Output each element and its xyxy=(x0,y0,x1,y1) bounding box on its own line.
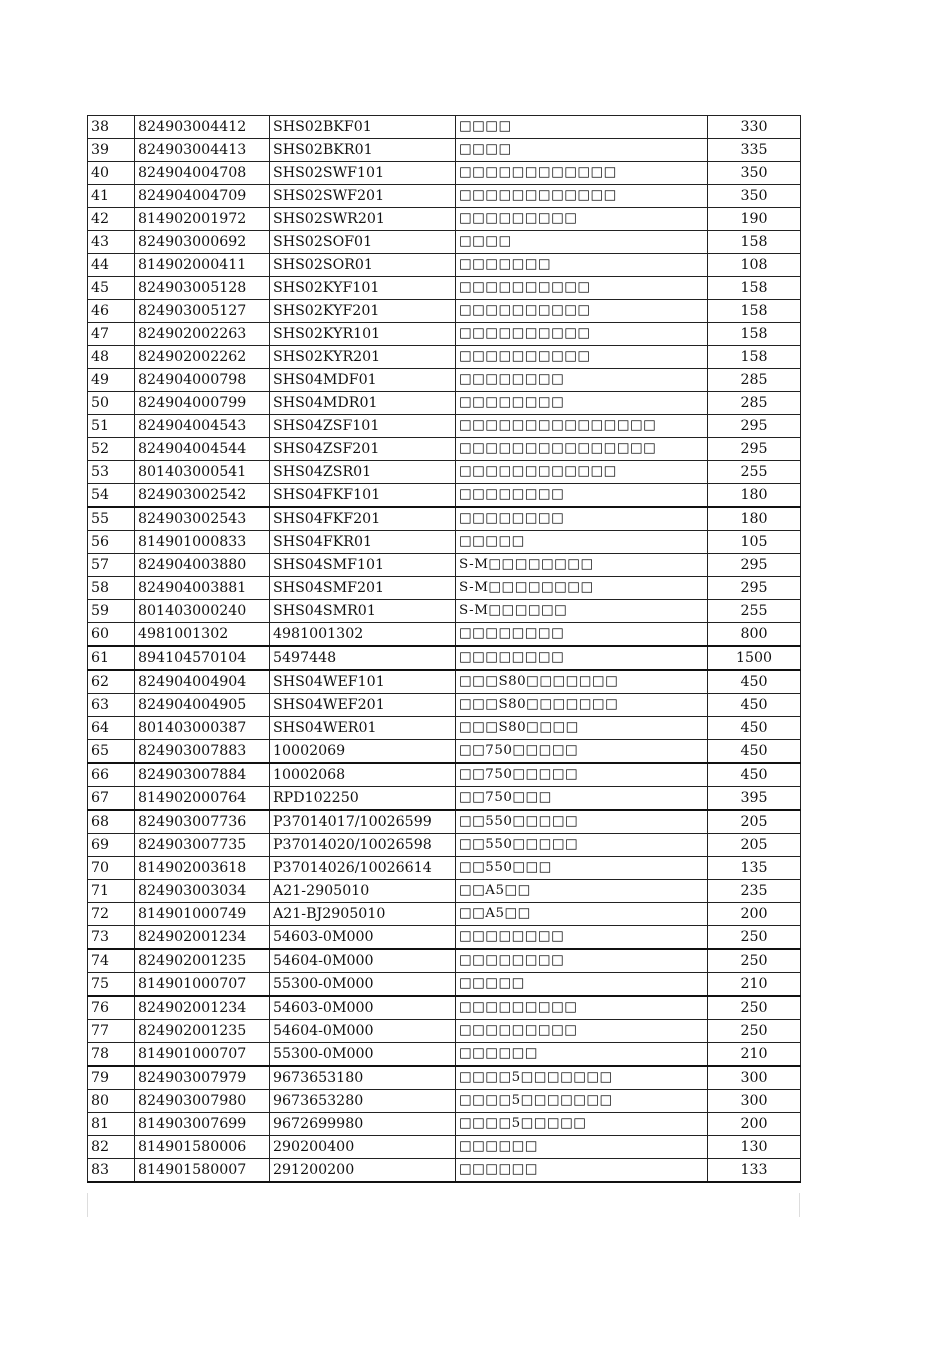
gridline xyxy=(799,1193,800,1217)
description-cell[interactable]: □□□S80□□□□□□□ xyxy=(456,694,708,717)
price-cell[interactable]: 108 xyxy=(708,254,801,277)
model-cell[interactable]: SHS02KYF101 xyxy=(270,277,456,300)
model-cell[interactable]: SHS02KYR101 xyxy=(270,323,456,346)
description-cell[interactable]: □□□□□□□□□□□□□□□ xyxy=(456,415,708,438)
model-cell[interactable]: 54603-0M000 xyxy=(270,996,456,1020)
part-code-cell[interactable]: 824903007736 xyxy=(135,810,270,834)
model-cell[interactable]: 290200400 xyxy=(270,1136,456,1159)
part-code-cell[interactable]: 824902001234 xyxy=(135,926,270,950)
table-row xyxy=(88,438,801,461)
model-cell[interactable]: SHS02BKR01 xyxy=(270,139,456,162)
description-cell[interactable]: □□A5□□ xyxy=(456,880,708,903)
row-number-cell[interactable]: 45 xyxy=(88,277,135,300)
price-cell[interactable]: 395 xyxy=(708,787,801,811)
table-body xyxy=(88,116,801,1183)
part-code-cell[interactable]: 824903002542 xyxy=(135,484,270,508)
description-cell[interactable]: □□□□□□□□□□□□ xyxy=(456,162,708,185)
price-cell[interactable]: 210 xyxy=(708,973,801,997)
table-row xyxy=(88,1066,801,1090)
row-number-cell[interactable]: 42 xyxy=(88,208,135,231)
price-cell[interactable]: 450 xyxy=(708,763,801,787)
part-code-cell[interactable]: 894104570104 xyxy=(135,646,270,670)
row-number-cell[interactable]: 50 xyxy=(88,392,135,415)
model-cell[interactable]: 54603-0M000 xyxy=(270,926,456,950)
table-row xyxy=(88,531,801,554)
price-cell[interactable]: 180 xyxy=(708,484,801,508)
price-cell[interactable]: 285 xyxy=(708,369,801,392)
table-row xyxy=(88,1020,801,1043)
description-cell[interactable]: □□□□□□□□□ xyxy=(456,208,708,231)
model-cell[interactable]: SHS02KYR201 xyxy=(270,346,456,369)
description-cell[interactable]: □□550□□□ xyxy=(456,857,708,880)
model-cell[interactable]: 9672699980 xyxy=(270,1113,456,1136)
price-cell[interactable]: 300 xyxy=(708,1066,801,1090)
price-cell[interactable]: 158 xyxy=(708,277,801,300)
table-row xyxy=(88,139,801,162)
row-number-cell[interactable]: 54 xyxy=(88,484,135,508)
table-row xyxy=(88,717,801,740)
row-number-cell[interactable]: 75 xyxy=(88,973,135,997)
table-row xyxy=(88,1090,801,1113)
model-cell[interactable]: SHS04SMF201 xyxy=(270,577,456,600)
model-cell[interactable]: 54604-0M000 xyxy=(270,949,456,973)
table-row xyxy=(88,300,801,323)
row-number-cell[interactable]: 70 xyxy=(88,857,135,880)
model-cell[interactable]: SHS04ZSR01 xyxy=(270,461,456,484)
row-number-cell[interactable]: 73 xyxy=(88,926,135,950)
price-cell[interactable]: 255 xyxy=(708,600,801,623)
part-code-cell[interactable]: 824903004413 xyxy=(135,139,270,162)
price-cell[interactable]: 180 xyxy=(708,507,801,531)
price-cell[interactable]: 255 xyxy=(708,461,801,484)
model-cell[interactable]: SHS02KYF201 xyxy=(270,300,456,323)
part-code-cell[interactable]: 824903007980 xyxy=(135,1090,270,1113)
row-number-cell[interactable]: 67 xyxy=(88,787,135,811)
model-cell[interactable]: SHS04WER01 xyxy=(270,717,456,740)
table-row xyxy=(88,810,801,834)
part-code-cell[interactable]: 814902003618 xyxy=(135,857,270,880)
description-cell[interactable]: □□□S80□□□□□□□ xyxy=(456,670,708,694)
model-cell[interactable]: P37014026/10026614 xyxy=(270,857,456,880)
model-cell[interactable]: SHS02SOF01 xyxy=(270,231,456,254)
model-cell[interactable]: 54604-0M000 xyxy=(270,1020,456,1043)
price-cell[interactable]: 190 xyxy=(708,208,801,231)
row-number-cell[interactable]: 48 xyxy=(88,346,135,369)
price-cell[interactable]: 295 xyxy=(708,577,801,600)
row-number-cell[interactable]: 46 xyxy=(88,300,135,323)
part-code-cell[interactable]: 814901000707 xyxy=(135,973,270,997)
model-cell[interactable]: 9673653180 xyxy=(270,1066,456,1090)
description-cell[interactable]: □□550□□□□□ xyxy=(456,834,708,857)
row-number-cell[interactable]: 76 xyxy=(88,996,135,1020)
description-cell[interactable]: □□□□□□□□ xyxy=(456,623,708,647)
table-row xyxy=(88,857,801,880)
description-cell[interactable]: □□□□□□□□□□ xyxy=(456,300,708,323)
spreadsheet-area xyxy=(87,115,800,1183)
table-row xyxy=(88,554,801,577)
part-code-cell[interactable]: 824904004708 xyxy=(135,162,270,185)
table-row xyxy=(88,740,801,764)
description-cell[interactable]: S-M□□□□□□□□ xyxy=(456,554,708,577)
part-code-cell[interactable]: 814902001972 xyxy=(135,208,270,231)
price-cell[interactable]: 105 xyxy=(708,531,801,554)
model-cell[interactable]: SHS04MDR01 xyxy=(270,392,456,415)
table-row xyxy=(88,1159,801,1183)
price-cell[interactable]: 250 xyxy=(708,926,801,950)
part-code-cell[interactable]: 824903007979 xyxy=(135,1066,270,1090)
description-cell[interactable]: □□□□□□□□□□□□ xyxy=(456,185,708,208)
price-cell[interactable]: 250 xyxy=(708,1020,801,1043)
table-row xyxy=(88,323,801,346)
part-code-cell[interactable]: 801403000387 xyxy=(135,717,270,740)
price-cell[interactable]: 205 xyxy=(708,810,801,834)
price-cell[interactable]: 200 xyxy=(708,903,801,926)
model-cell[interactable]: SHS04MDF01 xyxy=(270,369,456,392)
row-number-cell[interactable]: 79 xyxy=(88,1066,135,1090)
row-number-cell[interactable]: 47 xyxy=(88,323,135,346)
gridline xyxy=(87,1193,88,1217)
price-cell[interactable]: 135 xyxy=(708,857,801,880)
price-cell[interactable]: 295 xyxy=(708,415,801,438)
row-number-cell[interactable]: 60 xyxy=(88,623,135,647)
row-number-cell[interactable]: 55 xyxy=(88,507,135,531)
description-cell[interactable]: □□□□5□□□□□□□ xyxy=(456,1090,708,1113)
price-cell[interactable]: 130 xyxy=(708,1136,801,1159)
description-cell[interactable]: □□□□□□□□□□ xyxy=(456,277,708,300)
model-cell[interactable]: SHS04FKF201 xyxy=(270,507,456,531)
description-cell[interactable]: □□□□ xyxy=(456,116,708,139)
table-row xyxy=(88,162,801,185)
table-row xyxy=(88,973,801,997)
description-cell[interactable]: □□750□□□ xyxy=(456,787,708,811)
part-code-cell[interactable]: 824902002262 xyxy=(135,346,270,369)
description-cell[interactable]: □□□□□□□□□□ xyxy=(456,346,708,369)
part-code-cell[interactable]: 814901000749 xyxy=(135,903,270,926)
model-cell[interactable]: 55300-0M000 xyxy=(270,1043,456,1067)
model-cell[interactable]: 10002069 xyxy=(270,740,456,764)
price-cell[interactable]: 158 xyxy=(708,346,801,369)
model-cell[interactable]: 9673653280 xyxy=(270,1090,456,1113)
description-cell[interactable]: □□□□□□□□□ xyxy=(456,1020,708,1043)
part-code-cell[interactable]: 824903004412 xyxy=(135,116,270,139)
part-code-cell[interactable]: 801403000541 xyxy=(135,461,270,484)
row-number-cell[interactable]: 69 xyxy=(88,834,135,857)
row-number-cell[interactable]: 57 xyxy=(88,554,135,577)
description-cell[interactable]: □□□□□□□□□□□□□□□ xyxy=(456,438,708,461)
table-row xyxy=(88,1113,801,1136)
part-code-cell[interactable]: 824904004905 xyxy=(135,694,270,717)
part-code-cell[interactable]: 814901000833 xyxy=(135,531,270,554)
model-cell[interactable]: A21-2905010 xyxy=(270,880,456,903)
table-row xyxy=(88,880,801,903)
part-code-cell[interactable]: 824904003881 xyxy=(135,577,270,600)
description-cell[interactable]: □□□□□□□□□□□□ xyxy=(456,461,708,484)
description-cell[interactable]: □□□□5□□□□□ xyxy=(456,1113,708,1136)
description-cell[interactable]: □□□□□ xyxy=(456,973,708,997)
part-code-cell[interactable]: 824904003880 xyxy=(135,554,270,577)
price-cell[interactable]: 450 xyxy=(708,694,801,717)
row-number-cell[interactable]: 63 xyxy=(88,694,135,717)
model-cell[interactable]: 55300-0M000 xyxy=(270,973,456,997)
price-cell[interactable]: 800 xyxy=(708,623,801,647)
part-code-cell[interactable]: 824903005127 xyxy=(135,300,270,323)
table-row xyxy=(88,231,801,254)
part-code-cell[interactable]: 824904000799 xyxy=(135,392,270,415)
part-code-cell[interactable]: 824904004544 xyxy=(135,438,270,461)
description-cell[interactable]: S-M□□□□□□□□ xyxy=(456,577,708,600)
table-row xyxy=(88,346,801,369)
table-row xyxy=(88,277,801,300)
price-cell[interactable]: 210 xyxy=(708,1043,801,1067)
part-code-cell[interactable]: 814901580007 xyxy=(135,1159,270,1183)
price-cell[interactable]: 235 xyxy=(708,880,801,903)
price-cell[interactable]: 300 xyxy=(708,1090,801,1113)
model-cell[interactable]: A21-BJ2905010 xyxy=(270,903,456,926)
row-number-cell[interactable]: 80 xyxy=(88,1090,135,1113)
row-number-cell[interactable]: 59 xyxy=(88,600,135,623)
model-cell[interactable]: 291200200 xyxy=(270,1159,456,1183)
model-cell[interactable]: P37014017/10026599 xyxy=(270,810,456,834)
model-cell[interactable]: RPD102250 xyxy=(270,787,456,811)
row-number-cell[interactable]: 72 xyxy=(88,903,135,926)
part-code-cell[interactable]: 824904004904 xyxy=(135,670,270,694)
row-number-cell[interactable]: 81 xyxy=(88,1113,135,1136)
part-code-cell[interactable]: 824904000798 xyxy=(135,369,270,392)
part-code-cell[interactable]: 824902001235 xyxy=(135,949,270,973)
part-code-cell[interactable]: 814901000707 xyxy=(135,1043,270,1067)
row-number-cell[interactable]: 51 xyxy=(88,415,135,438)
description-cell[interactable]: □□□□□ xyxy=(456,531,708,554)
part-code-cell[interactable]: 824903007884 xyxy=(135,763,270,787)
description-cell[interactable]: □□□□□□□□ xyxy=(456,949,708,973)
table-row xyxy=(88,116,801,139)
part-code-cell[interactable]: 814902000411 xyxy=(135,254,270,277)
description-cell[interactable]: □□□□□□□ xyxy=(456,254,708,277)
description-cell[interactable]: □□□□□□□□ xyxy=(456,507,708,531)
description-cell[interactable]: □□□□5□□□□□□□ xyxy=(456,1066,708,1090)
row-number-cell[interactable]: 49 xyxy=(88,369,135,392)
price-cell[interactable]: 450 xyxy=(708,717,801,740)
price-cell[interactable]: 158 xyxy=(708,300,801,323)
description-cell[interactable]: □□□□□□□□ xyxy=(456,484,708,508)
row-number-cell[interactable]: 65 xyxy=(88,740,135,764)
price-cell[interactable]: 200 xyxy=(708,1113,801,1136)
part-code-cell[interactable]: 824903007735 xyxy=(135,834,270,857)
description-cell[interactable]: □□□□□□ xyxy=(456,1136,708,1159)
table-row xyxy=(88,926,801,950)
row-number-cell[interactable]: 39 xyxy=(88,139,135,162)
part-code-cell[interactable]: 814902000764 xyxy=(135,787,270,811)
model-cell[interactable]: SHS04WEF201 xyxy=(270,694,456,717)
description-cell[interactable]: □□□□□□□□□ xyxy=(456,996,708,1020)
part-code-cell[interactable]: 4981001302 xyxy=(135,623,270,647)
model-cell[interactable]: SHS02SWF101 xyxy=(270,162,456,185)
part-code-cell[interactable]: 824903005128 xyxy=(135,277,270,300)
table-row xyxy=(88,1136,801,1159)
price-cell[interactable]: 335 xyxy=(708,139,801,162)
row-number-cell[interactable]: 38 xyxy=(88,116,135,139)
table-row xyxy=(88,694,801,717)
price-cell[interactable]: 205 xyxy=(708,834,801,857)
description-cell[interactable]: □□A5□□ xyxy=(456,903,708,926)
price-cell[interactable]: 350 xyxy=(708,185,801,208)
description-cell[interactable]: □□550□□□□□ xyxy=(456,810,708,834)
description-cell[interactable]: □□□□□□ xyxy=(456,1043,708,1067)
row-number-cell[interactable]: 40 xyxy=(88,162,135,185)
table-row xyxy=(88,461,801,484)
model-cell[interactable]: SHS02SWR201 xyxy=(270,208,456,231)
table-row xyxy=(88,949,801,973)
row-number-cell[interactable]: 52 xyxy=(88,438,135,461)
description-cell[interactable]: □□□□□□□□ xyxy=(456,392,708,415)
row-number-cell[interactable]: 83 xyxy=(88,1159,135,1183)
table-row xyxy=(88,577,801,600)
price-cell[interactable]: 250 xyxy=(708,949,801,973)
row-number-cell[interactable]: 71 xyxy=(88,880,135,903)
row-number-cell[interactable]: 77 xyxy=(88,1020,135,1043)
model-cell[interactable]: SHS04FKR01 xyxy=(270,531,456,554)
table-row xyxy=(88,484,801,508)
price-cell[interactable]: 158 xyxy=(708,231,801,254)
price-cell[interactable]: 295 xyxy=(708,438,801,461)
part-code-cell[interactable]: 814901580006 xyxy=(135,1136,270,1159)
table-row xyxy=(88,600,801,623)
table-row xyxy=(88,996,801,1020)
price-cell[interactable]: 350 xyxy=(708,162,801,185)
row-number-cell[interactable]: 44 xyxy=(88,254,135,277)
table-row xyxy=(88,392,801,415)
table-row xyxy=(88,623,801,647)
part-code-cell[interactable]: 814903007699 xyxy=(135,1113,270,1136)
table-row xyxy=(88,369,801,392)
row-number-cell[interactable]: 61 xyxy=(88,646,135,670)
description-cell[interactable]: □□□□□□□□ xyxy=(456,646,708,670)
row-number-cell[interactable]: 56 xyxy=(88,531,135,554)
model-cell[interactable]: SHS04SMF101 xyxy=(270,554,456,577)
row-number-cell[interactable]: 74 xyxy=(88,949,135,973)
description-cell[interactable]: □□□□□□□□ xyxy=(456,369,708,392)
table-row xyxy=(88,415,801,438)
part-code-cell[interactable]: 824902001234 xyxy=(135,996,270,1020)
model-cell[interactable]: SHS04SMR01 xyxy=(270,600,456,623)
table-row xyxy=(88,1043,801,1067)
table-row xyxy=(88,763,801,787)
description-cell[interactable]: □□750□□□□□ xyxy=(456,763,708,787)
table-row xyxy=(88,254,801,277)
model-cell[interactable]: SHS02SOR01 xyxy=(270,254,456,277)
model-cell[interactable]: SHS02SWF201 xyxy=(270,185,456,208)
price-cell[interactable]: 330 xyxy=(708,116,801,139)
description-cell[interactable]: □□□S80□□□□ xyxy=(456,717,708,740)
table-row xyxy=(88,185,801,208)
part-code-cell[interactable]: 824903000692 xyxy=(135,231,270,254)
description-cell[interactable]: □□□□□□□□ xyxy=(456,926,708,950)
table-row xyxy=(88,208,801,231)
part-code-cell[interactable]: 824904004709 xyxy=(135,185,270,208)
model-cell[interactable]: SHS04WEF101 xyxy=(270,670,456,694)
row-number-cell[interactable]: 41 xyxy=(88,185,135,208)
part-code-cell[interactable]: 824903002543 xyxy=(135,507,270,531)
price-cell[interactable]: 295 xyxy=(708,554,801,577)
part-code-cell[interactable]: 824903007883 xyxy=(135,740,270,764)
row-number-cell[interactable]: 68 xyxy=(88,810,135,834)
description-cell[interactable]: □□□□ xyxy=(456,139,708,162)
model-cell[interactable]: SHS04ZSF101 xyxy=(270,415,456,438)
row-number-cell[interactable]: 82 xyxy=(88,1136,135,1159)
model-cell[interactable]: SHS04ZSF201 xyxy=(270,438,456,461)
model-cell[interactable]: SHS04FKF101 xyxy=(270,484,456,508)
price-cell[interactable]: 450 xyxy=(708,740,801,764)
row-number-cell[interactable]: 43 xyxy=(88,231,135,254)
row-number-cell[interactable]: 58 xyxy=(88,577,135,600)
table-row xyxy=(88,646,801,670)
row-number-cell[interactable]: 66 xyxy=(88,763,135,787)
model-cell[interactable]: SHS02BKF01 xyxy=(270,116,456,139)
model-cell[interactable]: 4981001302 xyxy=(270,623,456,647)
price-cell[interactable]: 1500 xyxy=(708,646,801,670)
model-cell[interactable]: 10002068 xyxy=(270,763,456,787)
price-cell[interactable]: 285 xyxy=(708,392,801,415)
description-cell[interactable]: □□750□□□□□ xyxy=(456,740,708,764)
price-cell[interactable]: 158 xyxy=(708,323,801,346)
description-cell[interactable]: □□□□ xyxy=(456,231,708,254)
part-code-cell[interactable]: 824902001235 xyxy=(135,1020,270,1043)
table-row xyxy=(88,507,801,531)
part-code-cell[interactable]: 824904004543 xyxy=(135,415,270,438)
table-row xyxy=(88,787,801,811)
model-cell[interactable]: 5497448 xyxy=(270,646,456,670)
table-row xyxy=(88,834,801,857)
part-code-cell[interactable]: 824903003034 xyxy=(135,880,270,903)
price-cell[interactable]: 250 xyxy=(708,996,801,1020)
description-cell[interactable]: □□□□□□ xyxy=(456,1159,708,1183)
row-number-cell[interactable]: 64 xyxy=(88,717,135,740)
row-number-cell[interactable]: 78 xyxy=(88,1043,135,1067)
description-cell[interactable]: □□□□□□□□□□ xyxy=(456,323,708,346)
part-code-cell[interactable]: 801403000240 xyxy=(135,600,270,623)
row-number-cell[interactable]: 62 xyxy=(88,670,135,694)
table-row xyxy=(88,670,801,694)
model-cell[interactable]: P37014020/10026598 xyxy=(270,834,456,857)
price-cell[interactable]: 450 xyxy=(708,670,801,694)
row-number-cell[interactable]: 53 xyxy=(88,461,135,484)
parts-table xyxy=(87,115,801,1183)
part-code-cell[interactable]: 824902002263 xyxy=(135,323,270,346)
table-row xyxy=(88,903,801,926)
description-cell[interactable]: S-M□□□□□□ xyxy=(456,600,708,623)
price-cell[interactable]: 133 xyxy=(708,1159,801,1183)
